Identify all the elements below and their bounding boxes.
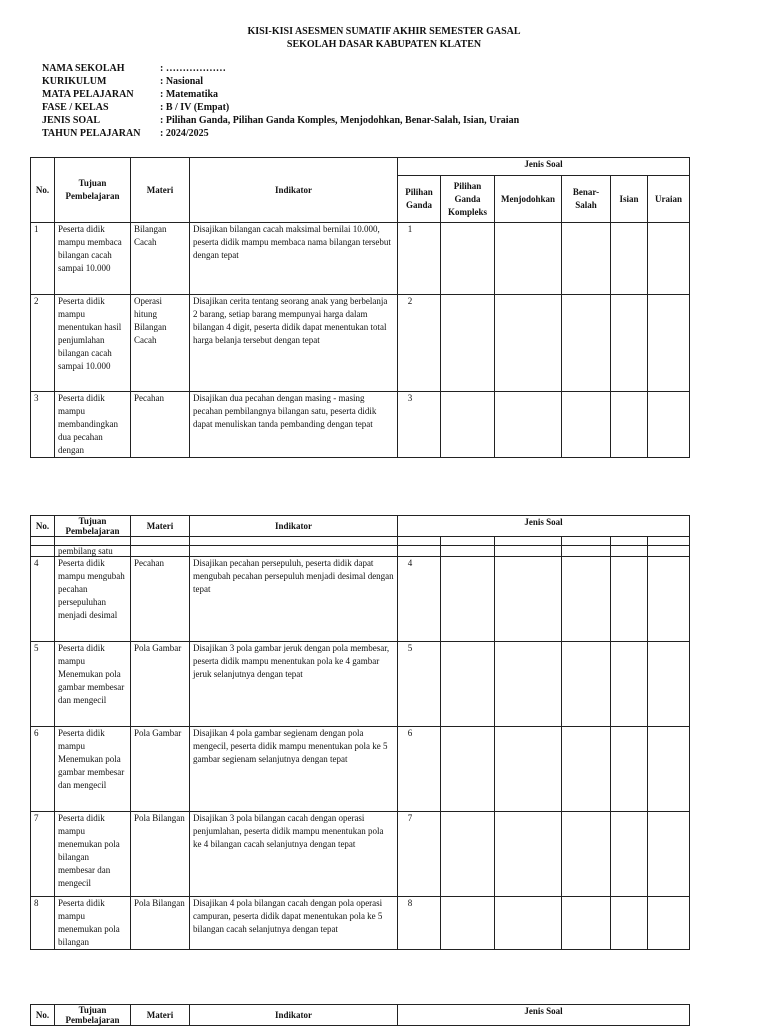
row-tujuan: Peserta didik mampu menemukan pola bilangan xyxy=(55,897,131,950)
row-no: 5 xyxy=(31,642,55,727)
row-tujuan: Peserta didik mampu menemukan pola bilangan membesar dan mengecil xyxy=(55,812,131,897)
row-indikator: Disajikan 3 pola bilangan cacah dengan operasi penjumlahan, peserta didik mampu menentukan pola ke 4 bilangan cacah selanjutnya dengan tepat xyxy=(190,812,398,897)
row-materi: Bilangan Cacah xyxy=(131,223,190,295)
header-uraian: Uraian xyxy=(648,176,690,223)
row-soal-number: 7 xyxy=(398,812,441,897)
document-meta xyxy=(42,62,519,140)
row-soal-number: 1 xyxy=(398,223,441,295)
row-soal-number: 3 xyxy=(398,392,441,458)
meta-row-subject: MATA PELAJARAN : Matematika xyxy=(42,89,219,100)
meta-row-school: NAMA SEKOLAH : ……………… xyxy=(42,63,226,74)
row-indikator: Disajikan 4 pola gambar segienam dengan pola mengecil, peserta didik mampu menentukan pola ke 5 gambar segienam selanjutnya dengan tepat xyxy=(190,727,398,812)
header-materi: Materi xyxy=(131,1005,190,1026)
row-tujuan: Peserta didik mampu membandingkan dua pecahan dengan xyxy=(55,392,131,458)
row-indikator: Disajikan dua pecahan dengan masing - masing pecahan pembilangnya bilangan satu, peserta didik dapat menuliskan tanda pembanding dengan tepat xyxy=(190,392,398,458)
table-row xyxy=(31,812,690,897)
row-no: 8 xyxy=(31,897,55,950)
meta-row-year: TAHUN PELAJARAN : 2024/2025 xyxy=(42,128,209,139)
table-row xyxy=(31,223,690,295)
grid-table-page2 xyxy=(30,515,690,950)
header-menjodohkan: Menjodohkan xyxy=(495,176,562,223)
row-materi: Pecahan xyxy=(131,392,190,458)
header-indikator: Indikator xyxy=(190,516,398,537)
header-pilihan-ganda-kompleks: Pilihan Ganda Kompleks xyxy=(441,176,495,223)
row-indikator: Disajikan pecahan persepuluh, peserta didik dapat mengubah pecahan persepuluh menjadi desimal dengan tepat xyxy=(190,557,398,642)
header-materi: Materi xyxy=(131,158,190,223)
row-soal-number: 6 xyxy=(398,727,441,812)
header-jenis-soal: Jenis Soal xyxy=(398,516,690,537)
row-no: 1 xyxy=(31,223,55,295)
row-no: 7 xyxy=(31,812,55,897)
header-tujuan: Tujuan Pembelajaran xyxy=(55,516,131,537)
meta-row-curriculum: KURIKULUM : Nasional xyxy=(42,76,204,87)
row-no: 2 xyxy=(31,295,55,392)
table-row xyxy=(31,546,690,557)
row-tujuan-continuation: pembilang satu xyxy=(55,546,131,557)
table-row xyxy=(31,897,690,950)
row-indikator: Disajikan cerita tentang seorang anak yang berbelanja 2 barang, setiap barang mempunyai harga dalam bilangan 4 digit, peserta didik dapat menentukan total harga belanja tersebut dengan tepat xyxy=(190,295,398,392)
row-tujuan: Peserta didik mampu Menemukan pola gambar membesar dan mengecil xyxy=(55,727,131,812)
row-no: 4 xyxy=(31,557,55,642)
header-indikator: Indikator xyxy=(190,158,398,223)
header-pilihan-ganda: Pilihan Ganda xyxy=(398,176,441,223)
row-soal-number: 8 xyxy=(398,897,441,950)
header-jenis-soal: Jenis Soal xyxy=(398,1005,690,1026)
header-no: No. xyxy=(31,516,55,537)
row-materi: Pola Bilangan xyxy=(131,812,190,897)
row-materi: Pola Gambar xyxy=(131,642,190,727)
header-no: No. xyxy=(31,158,55,223)
header-tujuan: Tujuan Pembelajaran xyxy=(55,158,131,223)
row-tujuan: Peserta didik mampu Menemukan pola gambar membesar dan mengecil xyxy=(55,642,131,727)
header-isian: Isian xyxy=(611,176,648,223)
row-tujuan: Peserta didik mampu mengubah pecahan persepuluhan menjadi desimal xyxy=(55,557,131,642)
row-no: 6 xyxy=(31,727,55,812)
row-indikator: Disajikan 4 pola bilangan cacah dengan pola operasi campuran, peserta didik dapat menentukan pola ke 5 bilangan cacah selanjutnya dengan tepat xyxy=(190,897,398,950)
row-materi: Pecahan xyxy=(131,557,190,642)
row-soal-number: 4 xyxy=(398,557,441,642)
row-materi: Operasi hitung Bilangan Cacah xyxy=(131,295,190,392)
table-row xyxy=(31,392,690,458)
table-row xyxy=(31,295,690,392)
row-soal-number: 5 xyxy=(398,642,441,727)
row-tujuan: Peserta didik mampu menentukan hasil penjumlahan bilangan cacah sampai 10.000 xyxy=(55,295,131,392)
table-row xyxy=(31,642,690,727)
header-materi: Materi xyxy=(131,516,190,537)
row-soal-number: 2 xyxy=(398,295,441,392)
header-no: No. xyxy=(31,1005,55,1026)
table-row xyxy=(31,727,690,812)
row-indikator: Disajikan bilangan cacah maksimal bernilai 10.000, peserta didik mampu membaca nama bilangan tersebut dengan tepat xyxy=(190,223,398,295)
meta-row-phase: FASE / KELAS : B / IV (Empat) xyxy=(42,102,230,113)
table-row xyxy=(31,557,690,642)
header-indikator: Indikator xyxy=(190,1005,398,1026)
document-subtitle: SEKOLAH DASAR KABUPATEN KLATEN xyxy=(286,39,482,50)
row-materi: Pola Gambar xyxy=(131,727,190,812)
meta-row-question-types: JENIS SOAL : Pilihan Ganda, Pilihan Ganda Komples, Menjodohkan, Benar-Salah, Isian, Uraian xyxy=(42,115,520,126)
grid-table-page1 xyxy=(30,157,690,458)
header-jenis-soal: Jenis Soal xyxy=(398,158,690,176)
row-indikator: Disajikan 3 pola gambar jeruk dengan pola membesar, peserta didik mampu menentukan pola ke 4 gambar jeruk selanjutnya dengan tepat xyxy=(190,642,398,727)
row-no: 3 xyxy=(31,392,55,458)
header-benar-salah: Benar-Salah xyxy=(562,176,611,223)
header-tujuan: Tujuan Pembelajaran xyxy=(55,1005,131,1026)
row-materi: Pola Bilangan xyxy=(131,897,190,950)
grid-table-page3 xyxy=(30,1004,690,1026)
row-tujuan: Peserta didik mampu membaca bilangan cacah sampai 10.000 xyxy=(55,223,131,295)
document-title: KISI-KISI ASESMEN SUMATIF AKHIR SEMESTER GASAL xyxy=(247,26,521,37)
